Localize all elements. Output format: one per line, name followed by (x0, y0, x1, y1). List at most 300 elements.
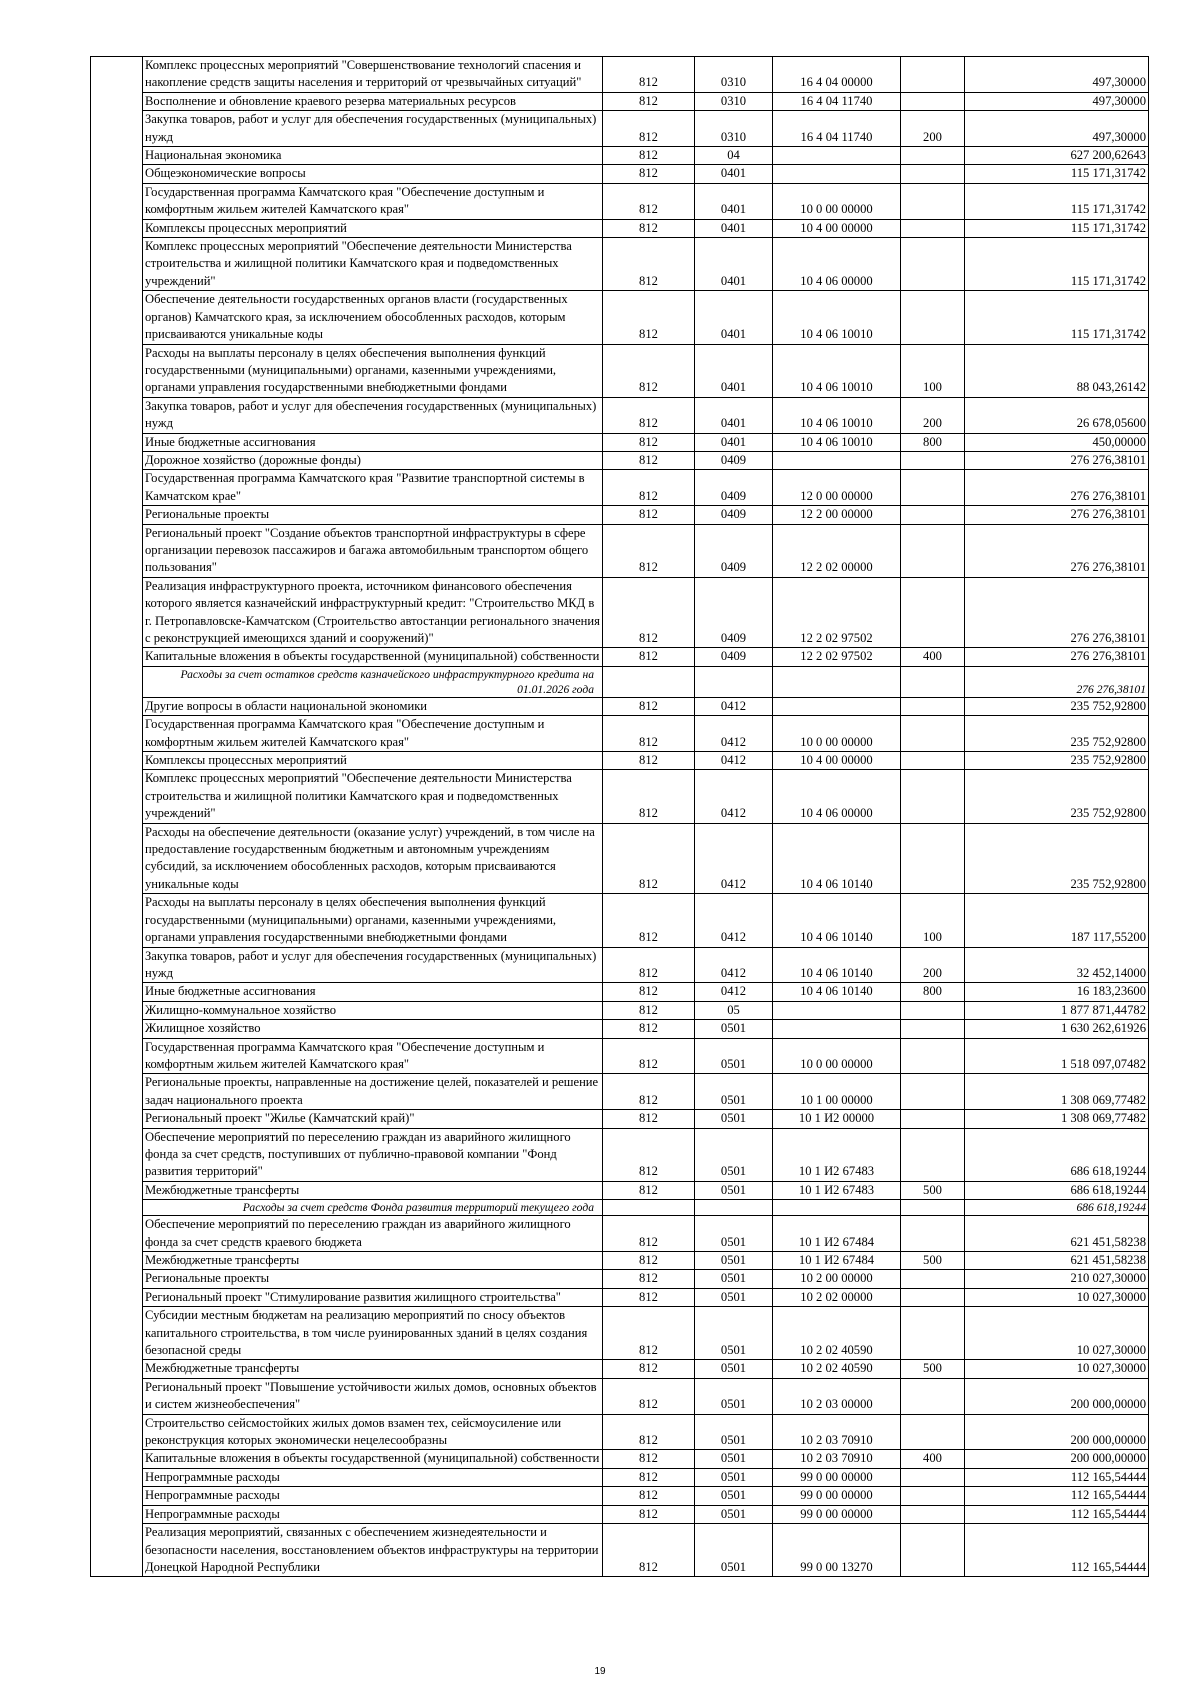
expense-name-cell: Региональные проекты (143, 1270, 603, 1288)
amount-cell: 276 276,38101 (965, 577, 1149, 648)
expense-type-cell (901, 1378, 965, 1414)
table-row (91, 770, 1149, 823)
target-article-cell (773, 1001, 901, 1019)
expense-name-cell: Расходы за счет средств Фонда развития территорий текущего года (143, 1200, 603, 1216)
ministry-code-cell: 812 (603, 1288, 695, 1306)
section-code-cell (695, 1200, 773, 1216)
expense-type-cell: 800 (901, 433, 965, 451)
section-code-cell: 0310 (695, 57, 773, 93)
row-margin-cell (91, 577, 143, 648)
table-row (91, 1487, 1149, 1505)
ministry-code-cell: 812 (603, 1216, 695, 1252)
expense-name-cell: Жилищное хозяйство (143, 1020, 603, 1038)
expense-type-cell: 200 (901, 111, 965, 147)
amount-cell: 621 451,58238 (965, 1216, 1149, 1252)
section-code-cell: 0409 (695, 470, 773, 506)
ministry-code-cell: 812 (603, 524, 695, 577)
target-article-cell: 10 4 06 10140 (773, 894, 901, 947)
section-code-cell: 0409 (695, 524, 773, 577)
ministry-code-cell (603, 666, 695, 697)
row-margin-cell (91, 947, 143, 983)
expense-name-cell: Обеспечение мероприятий по переселению граждан из аварийного жилищного фонда за счет средств краевого бюджета (143, 1216, 603, 1252)
section-code-cell: 0409 (695, 648, 773, 666)
target-article-cell: 12 2 02 00000 (773, 524, 901, 577)
section-code-cell: 0501 (695, 1216, 773, 1252)
ministry-code-cell: 812 (603, 451, 695, 469)
amount-cell: 210 027,30000 (965, 1270, 1149, 1288)
expense-type-cell (901, 57, 965, 93)
section-code-cell: 0409 (695, 451, 773, 469)
ministry-code-cell: 812 (603, 983, 695, 1001)
ministry-code-cell: 812 (603, 1468, 695, 1486)
amount-cell: 10 027,30000 (965, 1360, 1149, 1378)
ministry-code-cell: 812 (603, 1270, 695, 1288)
budget-table-body (91, 57, 1149, 1577)
expense-name-cell: Субсидии местным бюджетам на реализацию мероприятий по сносу объектов капитального строительства, в том числе руинированных зданий в целях создания безопасной среды (143, 1307, 603, 1360)
target-article-cell: 99 0 00 13270 (773, 1524, 901, 1577)
table-row (91, 451, 1149, 469)
row-margin-cell (91, 451, 143, 469)
section-code-cell: 0501 (695, 1378, 773, 1414)
amount-cell: 497,30000 (965, 111, 1149, 147)
expense-name-cell: Региональный проект "Создание объектов транспортной инфраструктуры в сфере организации перевозок пассажиров и багажа автомобильным транспортом общего пользования" (143, 524, 603, 577)
target-article-cell: 10 2 03 00000 (773, 1378, 901, 1414)
amount-cell: 88 043,26142 (965, 344, 1149, 397)
row-margin-cell (91, 648, 143, 666)
section-code-cell: 0401 (695, 344, 773, 397)
section-code-cell: 0412 (695, 697, 773, 715)
expense-name-cell: Расходы на обеспечение деятельности (оказание услуг) учреждений, в том числе на предоставление государственным бюджетным и автономным учреждениям субсидий, за исключением обособленных расходов, которым присваиваются уникальные коды (143, 823, 603, 894)
row-margin-cell (91, 111, 143, 147)
target-article-cell: 12 0 00 00000 (773, 470, 901, 506)
ministry-code-cell: 812 (603, 344, 695, 397)
expense-type-cell (901, 1200, 965, 1216)
ministry-code-cell: 812 (603, 1252, 695, 1270)
section-code-cell: 0501 (695, 1074, 773, 1110)
expense-name-cell: Расходы на выплаты персоналу в целях обеспечения выполнения функций государственными (муниципальными) органами, казенными учреждениями, органами управления государственными внебюджетными фондами (143, 344, 603, 397)
expense-type-cell: 400 (901, 648, 965, 666)
expense-name-cell: Межбюджетные трансферты (143, 1252, 603, 1270)
section-code-cell: 05 (695, 1001, 773, 1019)
expense-type-cell (901, 1307, 965, 1360)
table-row (91, 506, 1149, 524)
amount-cell: 450,00000 (965, 433, 1149, 451)
table-row (91, 1414, 1149, 1450)
row-margin-cell (91, 1414, 143, 1450)
ministry-code-cell: 812 (603, 947, 695, 983)
ministry-code-cell: 812 (603, 506, 695, 524)
table-row (91, 1181, 1149, 1199)
amount-cell: 497,30000 (965, 92, 1149, 110)
ministry-code-cell: 812 (603, 1110, 695, 1128)
target-article-cell (773, 147, 901, 165)
expense-type-cell: 200 (901, 397, 965, 433)
ministry-code-cell: 812 (603, 92, 695, 110)
expense-name-cell: Обеспечение деятельности государственных органов власти (государственных органов) Камчатского края, за исключением обособленных расходов, которым присваиваются уникальные коды (143, 291, 603, 344)
amount-cell: 276 276,38101 (965, 666, 1149, 697)
section-code-cell: 0501 (695, 1288, 773, 1306)
expense-type-cell: 500 (901, 1181, 965, 1199)
target-article-cell: 10 4 06 10010 (773, 344, 901, 397)
expense-name-cell: Иные бюджетные ассигнования (143, 433, 603, 451)
amount-cell: 200 000,00000 (965, 1450, 1149, 1468)
table-row (91, 983, 1149, 1001)
section-code-cell: 0310 (695, 111, 773, 147)
ministry-code-cell: 812 (603, 648, 695, 666)
ministry-code-cell: 812 (603, 1524, 695, 1577)
ministry-code-cell (603, 1200, 695, 1216)
ministry-code-cell: 812 (603, 57, 695, 93)
row-margin-cell (91, 1270, 143, 1288)
row-margin-cell (91, 1181, 143, 1199)
row-margin-cell (91, 1038, 143, 1074)
section-code-cell: 0409 (695, 506, 773, 524)
section-code-cell: 04 (695, 147, 773, 165)
target-article-cell (773, 697, 901, 715)
expense-name-cell: Непрограммные расходы (143, 1487, 603, 1505)
row-margin-cell (91, 823, 143, 894)
expense-name-cell: Государственная программа Камчатского края "Обеспечение доступным и комфортным жильем жителей Камчатского края" (143, 716, 603, 752)
expense-type-cell (901, 165, 965, 183)
table-row (91, 577, 1149, 648)
amount-cell: 10 027,30000 (965, 1288, 1149, 1306)
expense-type-cell (901, 752, 965, 770)
expense-type-cell (901, 524, 965, 577)
expense-type-cell (901, 451, 965, 469)
section-code-cell: 0412 (695, 894, 773, 947)
expense-type-cell (901, 1505, 965, 1523)
expense-type-cell (901, 1110, 965, 1128)
amount-cell: 1 308 069,77482 (965, 1110, 1149, 1128)
amount-cell: 10 027,30000 (965, 1307, 1149, 1360)
row-margin-cell (91, 894, 143, 947)
target-article-cell: 12 2 02 97502 (773, 577, 901, 648)
section-code-cell: 0412 (695, 823, 773, 894)
row-margin-cell (91, 397, 143, 433)
table-row (91, 1216, 1149, 1252)
expense-name-cell: Региональные проекты (143, 506, 603, 524)
amount-cell: 1 630 262,61926 (965, 1020, 1149, 1038)
ministry-code-cell: 812 (603, 183, 695, 219)
ministry-code-cell: 812 (603, 147, 695, 165)
expense-type-cell (901, 770, 965, 823)
expense-name-cell: Общеэкономические вопросы (143, 165, 603, 183)
row-margin-cell (91, 752, 143, 770)
amount-cell: 627 200,62643 (965, 147, 1149, 165)
amount-cell: 115 171,31742 (965, 183, 1149, 219)
row-margin-cell (91, 165, 143, 183)
table-row (91, 1468, 1149, 1486)
target-article-cell: 10 0 00 00000 (773, 716, 901, 752)
table-row (91, 524, 1149, 577)
table-row (91, 823, 1149, 894)
amount-cell: 235 752,92800 (965, 823, 1149, 894)
target-article-cell: 10 4 06 10140 (773, 823, 901, 894)
section-code-cell: 0501 (695, 1270, 773, 1288)
table-row (91, 57, 1149, 93)
target-article-cell: 10 2 02 40590 (773, 1360, 901, 1378)
table-row (91, 894, 1149, 947)
amount-cell: 200 000,00000 (965, 1378, 1149, 1414)
expense-name-cell: Расходы на выплаты персоналу в целях обеспечения выполнения функций государственными (муниципальными) органами, казенными учреждениями, органами управления государственными внебюджетными фондами (143, 894, 603, 947)
amount-cell: 276 276,38101 (965, 524, 1149, 577)
expense-name-cell: Восполнение и обновление краевого резерва материальных ресурсов (143, 92, 603, 110)
amount-cell: 112 165,54444 (965, 1524, 1149, 1577)
expense-name-cell: Строительство сейсмостойких жилых домов взамен тех, сейсмоусиление или реконструкция которых экономически нецелесообразны (143, 1414, 603, 1450)
target-article-cell: 10 2 02 00000 (773, 1288, 901, 1306)
amount-cell: 1 518 097,07482 (965, 1038, 1149, 1074)
row-margin-cell (91, 1468, 143, 1486)
expense-type-cell (901, 666, 965, 697)
row-margin-cell (91, 1216, 143, 1252)
target-article-cell (773, 666, 901, 697)
ministry-code-cell: 812 (603, 716, 695, 752)
ministry-code-cell: 812 (603, 1181, 695, 1199)
amount-cell: 1 308 069,77482 (965, 1074, 1149, 1110)
table-row (91, 1505, 1149, 1523)
table-row (91, 219, 1149, 237)
row-margin-cell (91, 1524, 143, 1577)
expense-type-cell (901, 1128, 965, 1181)
expense-name-cell: Комплекс процессных мероприятий "Совершенствование технологий спасения и накопление средств защиты населения и территорий от чрезвычайных ситуаций" (143, 57, 603, 93)
ministry-code-cell: 812 (603, 470, 695, 506)
table-row (91, 397, 1149, 433)
expense-name-cell: Капитальные вложения в объекты государственной (муниципальной) собственности (143, 648, 603, 666)
section-code-cell: 0501 (695, 1252, 773, 1270)
ministry-code-cell: 812 (603, 433, 695, 451)
ministry-code-cell: 812 (603, 1450, 695, 1468)
table-row (91, 291, 1149, 344)
expense-name-cell: Комплексы процессных мероприятий (143, 752, 603, 770)
section-code-cell: 0401 (695, 397, 773, 433)
row-margin-cell (91, 1020, 143, 1038)
row-margin-cell (91, 1307, 143, 1360)
section-code-cell: 0412 (695, 770, 773, 823)
expense-name-cell: Региональные проекты, направленные на достижение целей, показателей и решение задач национального проекта (143, 1074, 603, 1110)
ministry-code-cell: 812 (603, 823, 695, 894)
section-code-cell: 0412 (695, 983, 773, 1001)
row-margin-cell (91, 506, 143, 524)
expense-type-cell: 500 (901, 1360, 965, 1378)
section-code-cell: 0401 (695, 183, 773, 219)
section-code-cell: 0401 (695, 291, 773, 344)
row-margin-cell (91, 1200, 143, 1216)
target-article-cell: 12 2 02 97502 (773, 648, 901, 666)
target-article-cell: 10 1 И2 67483 (773, 1128, 901, 1181)
expense-name-cell: Жилищно-коммунальное хозяйство (143, 1001, 603, 1019)
target-article-cell: 10 0 00 00000 (773, 183, 901, 219)
table-row (91, 238, 1149, 291)
row-margin-cell (91, 183, 143, 219)
table-row (91, 1288, 1149, 1306)
expense-name-cell: Капитальные вложения в объекты государственной (муниципальной) собственности (143, 1450, 603, 1468)
table-row (91, 1524, 1149, 1577)
row-margin-cell (91, 1360, 143, 1378)
ministry-code-cell: 812 (603, 577, 695, 648)
expense-name-cell: Другие вопросы в области национальной экономики (143, 697, 603, 715)
target-article-cell: 10 0 00 00000 (773, 1038, 901, 1074)
amount-cell: 112 165,54444 (965, 1505, 1149, 1523)
ministry-code-cell: 812 (603, 1074, 695, 1110)
ministry-code-cell: 812 (603, 165, 695, 183)
expense-name-cell: Непрограммные расходы (143, 1505, 603, 1523)
amount-cell: 276 276,38101 (965, 506, 1149, 524)
amount-cell: 235 752,92800 (965, 716, 1149, 752)
ministry-code-cell: 812 (603, 1001, 695, 1019)
row-margin-cell (91, 716, 143, 752)
expense-name-cell: Дорожное хозяйство (дорожные фонды) (143, 451, 603, 469)
section-code-cell: 0501 (695, 1450, 773, 1468)
table-row (91, 111, 1149, 147)
section-code-cell: 0501 (695, 1038, 773, 1074)
amount-cell: 115 171,31742 (965, 291, 1149, 344)
section-code-cell: 0412 (695, 752, 773, 770)
table-row (91, 1110, 1149, 1128)
ministry-code-cell: 812 (603, 1378, 695, 1414)
expense-type-cell (901, 716, 965, 752)
expense-type-cell (901, 1001, 965, 1019)
row-margin-cell (91, 470, 143, 506)
ministry-code-cell: 812 (603, 397, 695, 433)
ministry-code-cell: 812 (603, 1038, 695, 1074)
table-row (91, 947, 1149, 983)
expense-name-cell: Обеспечение мероприятий по переселению граждан из аварийного жилищного фонда за счет средств, поступивших от публично-правовой компании "Фонд развития территорий" (143, 1128, 603, 1181)
expense-type-cell (901, 1288, 965, 1306)
expense-type-cell: 800 (901, 983, 965, 1001)
ministry-code-cell: 812 (603, 770, 695, 823)
section-code-cell: 0501 (695, 1505, 773, 1523)
expense-name-cell: Закупка товаров, работ и услуг для обеспечения государственных (муниципальных) нужд (143, 397, 603, 433)
expense-type-cell (901, 147, 965, 165)
ministry-code-cell: 812 (603, 238, 695, 291)
target-article-cell: 10 2 00 00000 (773, 1270, 901, 1288)
expense-name-cell: Закупка товаров, работ и услуг для обеспечения государственных (муниципальных) нужд (143, 947, 603, 983)
expense-type-cell: 100 (901, 894, 965, 947)
row-margin-cell (91, 433, 143, 451)
expense-name-cell: Межбюджетные трансферты (143, 1360, 603, 1378)
amount-cell: 276 276,38101 (965, 451, 1149, 469)
amount-cell: 115 171,31742 (965, 238, 1149, 291)
row-margin-cell (91, 524, 143, 577)
amount-cell: 686 618,19244 (965, 1181, 1149, 1199)
section-code-cell: 0501 (695, 1020, 773, 1038)
ministry-code-cell: 812 (603, 1128, 695, 1181)
ministry-code-cell: 812 (603, 1020, 695, 1038)
amount-cell: 115 171,31742 (965, 165, 1149, 183)
table-row (91, 1001, 1149, 1019)
section-code-cell: 0501 (695, 1487, 773, 1505)
expense-type-cell (901, 1020, 965, 1038)
table-row (91, 1038, 1149, 1074)
expense-type-cell (901, 291, 965, 344)
amount-cell: 26 678,05600 (965, 397, 1149, 433)
section-code-cell: 0501 (695, 1524, 773, 1577)
table-row (91, 1128, 1149, 1181)
section-code-cell: 0401 (695, 165, 773, 183)
target-article-cell: 99 0 00 00000 (773, 1487, 901, 1505)
note-row (91, 666, 1149, 697)
expense-type-cell (901, 470, 965, 506)
target-article-cell: 16 4 04 11740 (773, 92, 901, 110)
amount-cell: 621 451,58238 (965, 1252, 1149, 1270)
target-article-cell: 10 4 00 00000 (773, 219, 901, 237)
note-row (91, 1200, 1149, 1216)
target-article-cell (773, 451, 901, 469)
expense-name-cell: Реализация инфраструктурного проекта, источником финансового обеспечения которого является казначейский инфраструктурный кредит: "Строительство МКД в г. Петропавловске-Камчатском (Строительство автостанции регионального значения с реконструкцией имеющихся зданий и сооружений)" (143, 577, 603, 648)
target-article-cell: 10 1 И2 00000 (773, 1110, 901, 1128)
row-margin-cell (91, 770, 143, 823)
row-margin-cell (91, 1252, 143, 1270)
ministry-code-cell: 812 (603, 219, 695, 237)
table-row (91, 697, 1149, 715)
expense-type-cell (901, 823, 965, 894)
section-code-cell: 0412 (695, 947, 773, 983)
amount-cell: 276 276,38101 (965, 470, 1149, 506)
row-margin-cell (91, 1487, 143, 1505)
row-margin-cell (91, 1110, 143, 1128)
expense-type-cell: 200 (901, 947, 965, 983)
expense-name-cell: Региональный проект "Повышение устойчивости жилых домов, основных объектов и систем жизнеобеспечения" (143, 1378, 603, 1414)
amount-cell: 16 183,23600 (965, 983, 1149, 1001)
ministry-code-cell: 812 (603, 291, 695, 344)
amount-cell: 686 618,19244 (965, 1128, 1149, 1181)
target-article-cell: 10 4 06 00000 (773, 238, 901, 291)
row-margin-cell (91, 57, 143, 93)
table-row (91, 1378, 1149, 1414)
row-margin-cell (91, 147, 143, 165)
expense-type-cell (901, 92, 965, 110)
expense-type-cell (901, 219, 965, 237)
amount-cell: 112 165,54444 (965, 1468, 1149, 1486)
row-margin-cell (91, 1450, 143, 1468)
target-article-cell: 10 2 03 70910 (773, 1414, 901, 1450)
row-margin-cell (91, 219, 143, 237)
amount-cell: 32 452,14000 (965, 947, 1149, 983)
table-row (91, 470, 1149, 506)
expense-name-cell: Закупка товаров, работ и услуг для обеспечения государственных (муниципальных) нужд (143, 111, 603, 147)
expense-name-cell: Комплекс процессных мероприятий "Обеспечение деятельности Министерства строительства и жилищной политики Камчатского края и подведомственных учреждений" (143, 238, 603, 291)
table-row (91, 716, 1149, 752)
target-article-cell: 10 1 И2 67484 (773, 1216, 901, 1252)
table-row (91, 648, 1149, 666)
target-article-cell: 10 4 06 10010 (773, 397, 901, 433)
table-row (91, 344, 1149, 397)
expense-name-cell: Расходы за счет остатков средств казначейского инфраструктурного кредита на 01.01.2026 года (143, 666, 603, 697)
target-article-cell (773, 1020, 901, 1038)
target-article-cell: 10 2 03 70910 (773, 1450, 901, 1468)
target-article-cell: 10 4 06 00000 (773, 770, 901, 823)
section-code-cell: 0501 (695, 1110, 773, 1128)
table-row (91, 1360, 1149, 1378)
row-margin-cell (91, 697, 143, 715)
expense-name-cell: Государственная программа Камчатского края "Обеспечение доступным и комфортным жильем жителей Камчатского края" (143, 183, 603, 219)
section-code-cell (695, 666, 773, 697)
target-article-cell (773, 165, 901, 183)
amount-cell: 200 000,00000 (965, 1414, 1149, 1450)
section-code-cell: 0310 (695, 92, 773, 110)
target-article-cell: 10 4 06 10010 (773, 433, 901, 451)
ministry-code-cell: 812 (603, 111, 695, 147)
amount-cell: 686 618,19244 (965, 1200, 1149, 1216)
amount-cell: 235 752,92800 (965, 752, 1149, 770)
section-code-cell: 0501 (695, 1468, 773, 1486)
target-article-cell: 10 1 И2 67483 (773, 1181, 901, 1199)
target-article-cell: 12 2 00 00000 (773, 506, 901, 524)
expense-type-cell (901, 577, 965, 648)
expense-name-cell: Национальная экономика (143, 147, 603, 165)
target-article-cell: 10 4 06 10140 (773, 983, 901, 1001)
page-number: 19 (594, 1666, 606, 1677)
